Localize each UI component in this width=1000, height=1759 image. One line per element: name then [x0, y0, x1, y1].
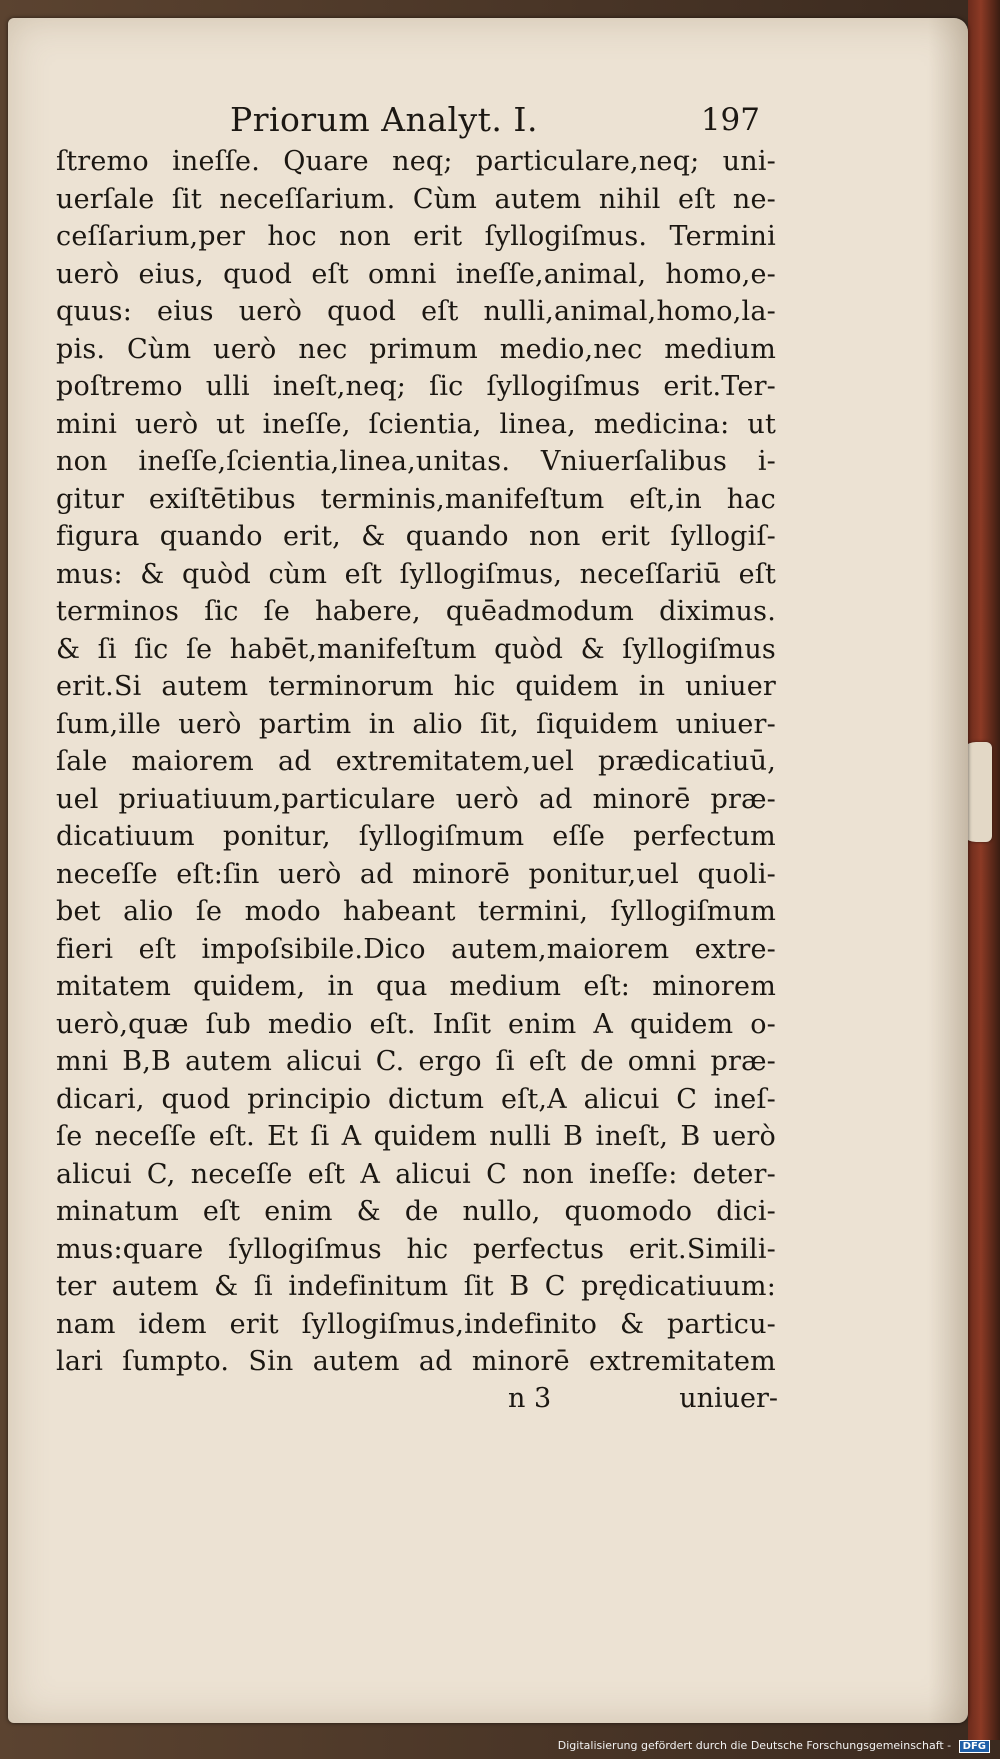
- text-line: uel priuatiuum,particulare uerò ad minorē præ-: [56, 783, 776, 815]
- text-line: nam idem erit ſyllogiſmus,indefinito & particu-: [56, 1308, 776, 1340]
- text-line: mus: & quòd cùm eſt ſyllogiſmus, neceſſariū eſt: [56, 558, 776, 590]
- text-line: gitur exiſtētibus terminis,manifeſtum eſt,in hac: [56, 483, 776, 515]
- page-number: 197: [700, 102, 760, 138]
- digitization-credit: [558, 1739, 990, 1753]
- text-line: ſum,ille uerò partim in alio ſit, ſiquidem uniuer-: [56, 708, 776, 740]
- dfg-logo: DFG: [959, 1740, 990, 1753]
- text-line: fieri eſt impoſsibile.Dico autem,maiorem extre-: [56, 933, 776, 965]
- text-line: mitatem quidem, in qua medium eſt: minorem: [56, 971, 776, 1002]
- text-line: bet alio ſe modo habeant termini, ſyllogiſmum: [56, 896, 776, 927]
- text-line: figura quando erit, & quando non erit ſyllogiſ-: [56, 521, 776, 552]
- book-page: [8, 18, 968, 1723]
- running-title: Priorum Analyt. I.: [230, 100, 538, 139]
- text-line: poſtremo ulli ineſt,neq; ſic ſyllogiſmus erit.Ter-: [56, 371, 776, 402]
- text-line: mus:quare ſyllogiſmus hic perfectus erit.Simili-: [56, 1233, 776, 1265]
- text-line: neceſſe eſt:ſin uerò ad minorē ponitur,uel quoli-: [56, 858, 776, 890]
- text-line: alicui C, neceſſe eſt A alicui C non ineſſe: deter-: [56, 1158, 776, 1190]
- text-line: terminos ſic ſe habere, quēadmodum diximus.: [56, 596, 776, 627]
- credit-text: Digitalisierung gefördert durch die Deutsche Forschungsgemeinschaft -: [557, 1739, 952, 1752]
- catchword: uniuer-: [679, 1383, 778, 1414]
- text-line: mni B,B autem alicui C. ergo ſi eſt de omni præ-: [56, 1046, 776, 1077]
- text-line: ter autem & ſi indefinitum ſit B C prędicatiuum:: [56, 1271, 776, 1302]
- text-line: quus: eius uerò quod eſt nulli,animal,homo,la-: [56, 296, 776, 327]
- text-line: uerò,quæ ſub medio eſt. Inſit enim A quidem o-: [56, 1008, 776, 1040]
- book-binding-edge: [968, 0, 1000, 1740]
- text-line: uerſale ſit neceſſarium. Cùm autem nihil eſt ne-: [56, 183, 776, 215]
- body-text: [56, 143, 776, 1381]
- text-line: & ſi ſic ſe habēt,manifeſtum quòd & ſyllogiſmus: [56, 633, 776, 665]
- text-line: mini uerò ut ineſſe, ſcientia, linea, medicina: ut: [56, 408, 776, 440]
- signature-mark: n 3: [508, 1383, 552, 1414]
- text-line: non ineſſe,ſcientia,linea,unitas. Vniuerſalibus i-: [56, 446, 776, 477]
- text-line: erit.Si autem terminorum hic quidem in uniuer: [56, 671, 776, 702]
- page-header: [230, 100, 760, 144]
- text-line: ceſſarium,per hoc non erit ſyllogiſmus. Termini: [56, 221, 776, 252]
- text-line: minatum eſt enim & de nullo, quomodo dici-: [56, 1196, 776, 1227]
- text-line: uerò eius, quod eſt omni ineſſe,animal, homo,e-: [56, 258, 776, 290]
- text-line: dicatiuum ponitur, ſyllogiſmum eſſe perfectum: [56, 821, 776, 852]
- text-line: dicari, quod principio dictum eſt,A alicui C ineſ-: [56, 1083, 776, 1115]
- text-line: lari ſumpto. Sin autem ad minorē extremitatem: [56, 1346, 776, 1377]
- text-line: ſtremo ineſſe. Quare neq; particulare,neq; uni-: [56, 146, 776, 177]
- page-footer-catchline: [508, 1383, 778, 1423]
- text-line: ſale maiorem ad extremitatem,uel prædicatiuū,: [56, 746, 776, 777]
- text-line: ſe neceſſe eſt. Et ſi A quidem nulli B ineſt, B uerò: [56, 1121, 776, 1152]
- text-line: pis. Cùm uerò nec primum medio,nec medium: [56, 333, 776, 365]
